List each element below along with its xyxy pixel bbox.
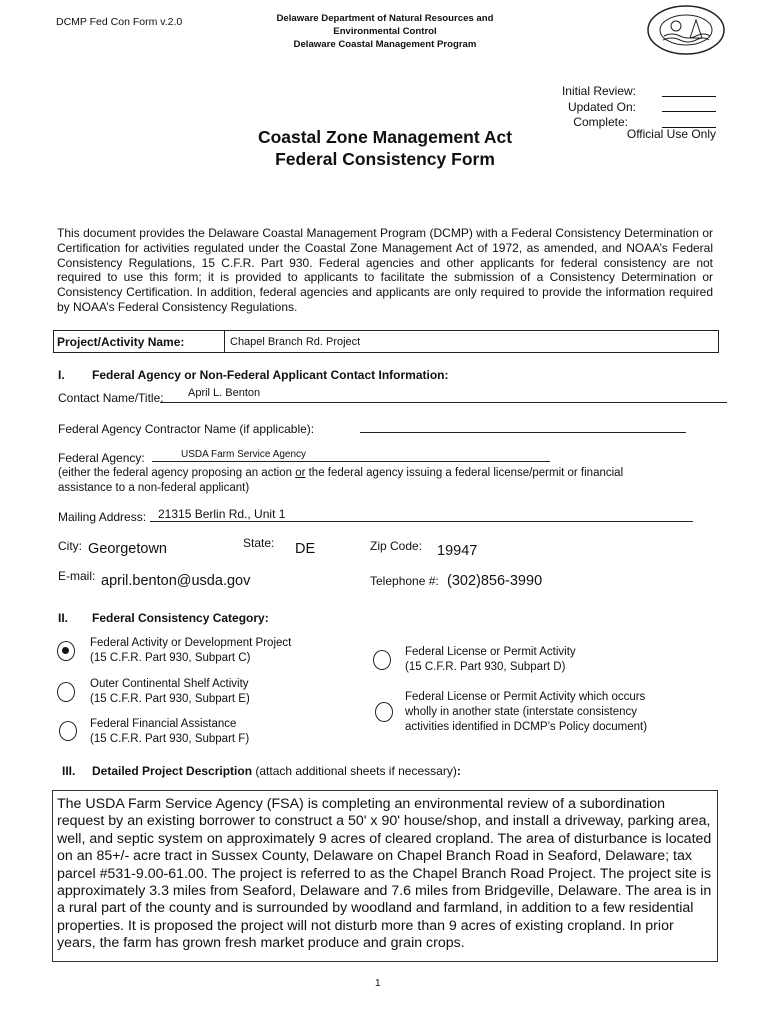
radio-interstate-license-permit[interactable] (375, 702, 393, 722)
section-1-number: I. (58, 368, 65, 382)
option-federal-activity-label: Federal Activity or Development Project (15 C.F.R. Part 930, Subpart C) (90, 637, 292, 664)
email-field[interactable]: april.benton@usda.gov (101, 573, 251, 589)
agency-name (230, 12, 540, 51)
agency-line-3: Delaware Coastal Management Program (293, 39, 477, 50)
updated-on-row: Updated On: (562, 100, 716, 116)
official-use-label: Official Use Only (626, 126, 716, 141)
federal-agency-note: (either the federal agency proposing an action or the federal agency issuing a federal license/permit or financial assistance to a non-federal applicant) (58, 467, 624, 494)
radio-outer-continental-shelf[interactable] (57, 682, 75, 702)
official-use-block (562, 84, 716, 142)
project-name-box (53, 330, 719, 353)
option-federal-financial-assistance-label: Federal Financial Assistance (15 C.F.R. Part 930, Subpart F) (90, 718, 250, 745)
contractor-name-field[interactable] (360, 432, 686, 433)
federal-agency-label: Federal Agency: (58, 451, 145, 465)
mailing-address-field[interactable]: 21315 Berlin Rd., Unit 1 (158, 507, 286, 521)
radio-federal-activity[interactable] (57, 641, 75, 661)
project-description-field[interactable]: The USDA Farm Service Agency (FSA) is completing an environmental review of a subordination request by an existing borrower to construct a 50' x 90' house/shop, and install a driveway, parking area, well, and septic system on approximately 9 acres of cleared cropland. The area of disturbance is located on an 85+/- acre tract in Sussex County, Delaware on Chapel Branch Road in Seaford, Delaware; tax parcel #531-9.00-61.00. The project is referred to as the Chapel Branch Road Project. The project site is approximately 3.3 miles from Seaford, Delaware and 7.6 miles from Bridgeville, Delaware. The area is in a rural part of the county and is surrounded by woodland and farmland, in addition to a few residential properties. It is proposed the project will not disturb more than 9 acres of existing cropland. In prior years, the farm has grown fresh market produce and grain crops. (52, 790, 718, 962)
federal-agency-field[interactable]: USDA Farm Service Agency (181, 449, 307, 460)
section-2-number: II. (58, 611, 69, 625)
state-field[interactable]: DE (295, 541, 316, 557)
project-name-label: Project/Activity Name: (57, 335, 185, 349)
radio-selected-dot (62, 647, 69, 654)
agency-line-1: Delaware Department of Natural Resources and (276, 13, 494, 24)
mailing-address-label: Mailing Address: (58, 510, 147, 524)
city-label: City: (58, 539, 82, 553)
state-label: State: (243, 536, 275, 550)
form-id: DCMP Fed Con Form v.2.0 (56, 16, 183, 28)
section-3-number: III. (62, 764, 76, 778)
radio-federal-license-permit[interactable] (373, 650, 391, 670)
section-1-title: Federal Agency or Non-Federal Applicant Contact Information: (92, 368, 449, 382)
section-2-title: Federal Consistency Category: (92, 611, 269, 625)
page-number: 1 (375, 978, 381, 989)
city-field[interactable]: Georgetown (88, 541, 167, 557)
telephone-label: Telephone #: (370, 574, 439, 588)
project-name-field[interactable]: Chapel Branch Rd. Project (230, 336, 361, 348)
zip-code-label: Zip Code: (370, 539, 423, 553)
email-label: E-mail: (58, 569, 96, 583)
intro-paragraph: This document provides the Delaware Coastal Management Program (DCMP) with a Federal Consistency Determination or Certification for activities regulated under the Coastal Zone Management Act of 1972, as amended, and NOAA’s Federal Consistency Regulations, 15 C.F.R. Part 930. Federal agencies and other applicants for federal consistency are not required to use this form; it is provided to applicants to facilitate the submission of a Consistency Determination or Consistency Certification. In addition, federal agencies and applicants are only required to provide the information required by NOAA’s Federal Consistency Regulations. (57, 226, 713, 314)
option-federal-license-permit-label: Federal License or Permit Activity (15 C.F.R. Part 930, Subpart D) (405, 646, 576, 673)
contractor-name-label: Federal Agency Contractor Name (if applicable): (58, 422, 315, 436)
title-line-2: Federal Consistency Form (275, 149, 495, 169)
initial-review-row: Initial Review: (562, 84, 716, 100)
option-interstate-license-permit-label: Federal License or Permit Activity which occurs wholly in another state (interstate consistency activities identified in DCMP’s Policy document) (405, 691, 648, 733)
agency-line-2: Environmental Control (333, 26, 437, 37)
contact-name-field[interactable]: April L. Benton (188, 387, 261, 399)
contact-name-label: Contact Name/Title: (58, 391, 164, 405)
form-title (190, 126, 580, 170)
complete-row: Complete: (562, 115, 716, 131)
dcmp-seal-logo (646, 4, 726, 56)
zip-code-field[interactable]: 19947 (437, 543, 478, 559)
radio-federal-financial-assistance[interactable] (59, 721, 77, 741)
section-3-title: Detailed Project Description (attach additional sheets if necessary): (92, 764, 461, 778)
title-line-1: Coastal Zone Management Act (257, 127, 513, 147)
option-outer-continental-shelf-label: Outer Continental Shelf Activity (15 C.F.R. Part 930, Subpart E) (90, 678, 250, 705)
telephone-field[interactable]: (302)856-3990 (447, 573, 543, 589)
